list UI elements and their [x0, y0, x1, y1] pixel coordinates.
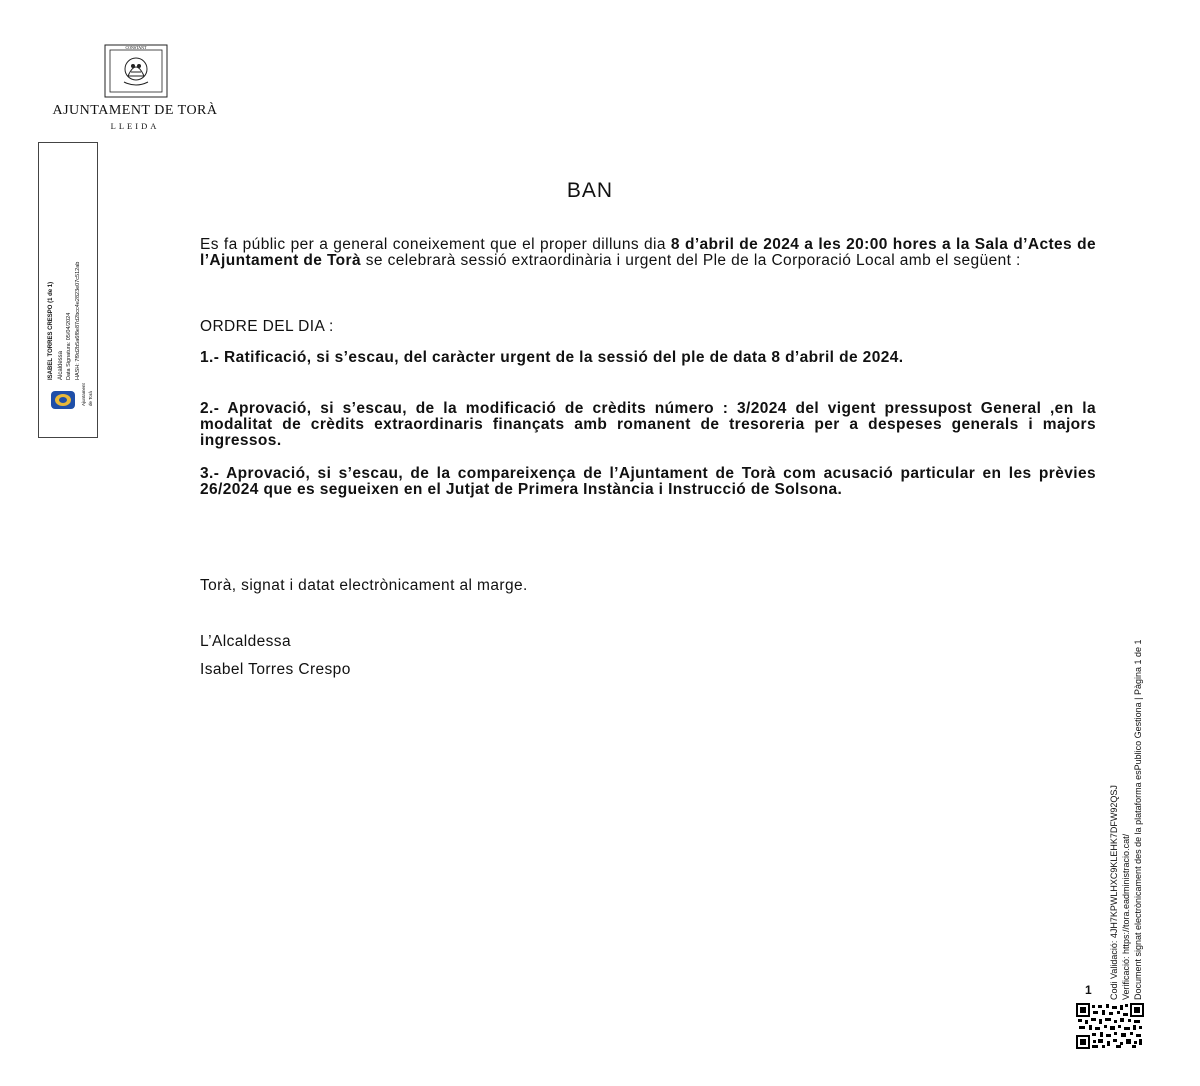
seal-top-text: CONSTANT [125, 45, 147, 50]
stamp-label-1: Ajuntament [81, 383, 86, 406]
agenda-heading: ORDRE DEL DIA : [200, 318, 334, 335]
intro-text-end: se celebrarà sessió extraordinària i urgent del Ple de la Corporació Local amb el següent : [361, 252, 1021, 269]
signer-role: Alcaldessa [58, 350, 64, 380]
intro-text-bold: 8 d’abril de 2024 a les 20:00 hores a la Sala d’Actes de l’Ajuntament de Torà [200, 236, 1096, 269]
municipal-seal-icon [104, 44, 168, 98]
agenda-item-1: 1.- Ratificació, si s’escau, del caràcter urgent de la sessió del ple de data 8 d’abril de 2024. [200, 349, 904, 366]
organization-name: AJUNTAMENT DE TORÀ [52, 103, 218, 118]
agenda-item-3: 3.- Aprovació, si s’escau, de la compareixença de l’Ajuntament de Torà com acusació particular en les prèvies 26/2024 que es segueixen en el Jutjat de Primera Instància i Instrucció de Solsona. [200, 465, 1096, 498]
signoff-line: Torà, signat i datat electrònicament al marge. [200, 577, 528, 594]
verification-note: Document signat electrònicament des de la plataforma esPublico Gestiona | Pàgina 1 de 1 [1133, 639, 1143, 1000]
signature-date: Data Signatura: 05/04/2024 [66, 312, 72, 380]
signature-hash: HASH: 7f9d2b5a6f8e87d2bcc4e2823e07c512ab [75, 261, 81, 380]
agenda-item-2: 2.- Aprovació, si s’escau, de la modificació de crèdits número : 3/2024 del vigent pressupost General ,en la modalitat de crèdits extraordinaris finançats amb romanent de tresoreria per a despeses generals i majors ingressos. [200, 400, 1096, 449]
signer-name: ISABEL TORRES CRESPO (1 de 1) [48, 281, 54, 380]
intro-text-start: Es fa públic per a general coneixement que el proper dilluns dia [200, 236, 671, 253]
verification-code: Codi Validació: 4JH7KPWLHXC9KLEHK7DFW92QSJ [1109, 785, 1119, 1000]
organization-city: LLEIDA [110, 121, 160, 131]
verification-url[interactable]: Verificació: https://tora.eadministracio.cat/ [1121, 833, 1131, 1000]
intro-paragraph [200, 237, 1096, 269]
page-number: 1 [1085, 983, 1092, 997]
signatory-name: Isabel Torres Crespo [200, 661, 351, 678]
signature-stamp-icon [50, 390, 76, 410]
qr-code-icon[interactable] [1076, 1003, 1144, 1049]
document-title: BAN [566, 179, 614, 202]
signatory-role: L’Alcaldessa [200, 633, 291, 650]
stamp-label-2: de Torà [88, 391, 93, 406]
